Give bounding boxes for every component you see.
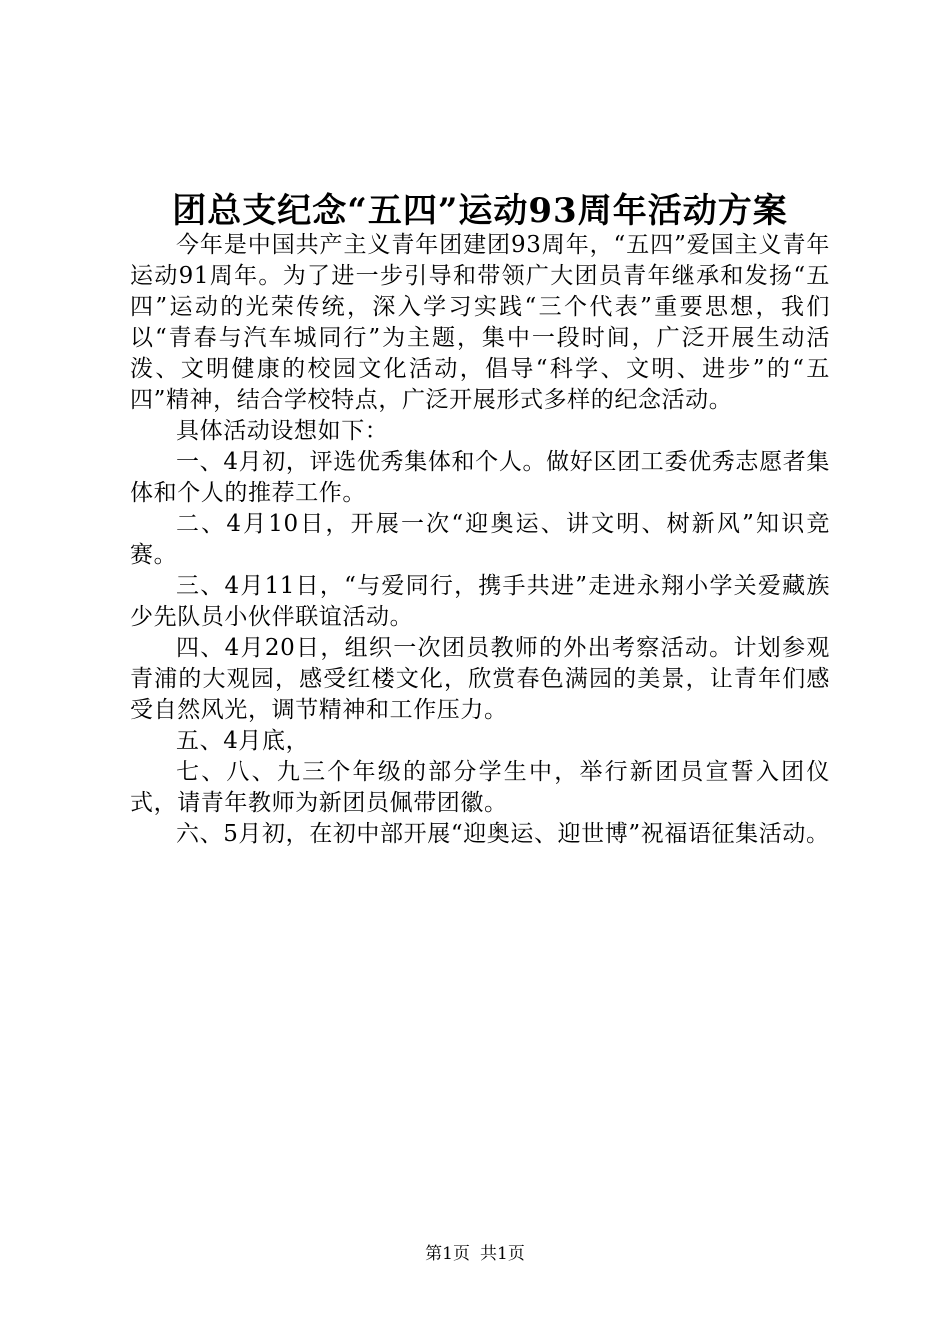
activity-item-1: 一、4月初，评选优秀集体和个人。做好区团工委优秀志愿者集体和个人的推荐工作。 [130,449,830,506]
activity-item-6: 六、5月初，在初中部开展“迎奥运、迎世博”祝福语征集活动。 [176,821,830,847]
activity-item-4: 四、4月20日，组织一次团员教师的外出考察活动。计划参观青浦的大观园，感受红楼文化，欣赏春色满园的美景，让青年们感受自然风光，调节精神和工作压力。 [130,635,830,723]
page-footer [0,1242,950,1266]
activities-heading-paragraph: 具体活动设想如下： [176,418,389,444]
page-number-total: 共1页 [480,1244,525,1264]
intro-paragraph: 今年是中国共产主义青年团建团93周年，“五四”爱国主义青年运动91周年。为了进一步引导和带领广大团员青年继承和发扬“五四”运动的光荣传统，深入学习实践“三个代表”重要思想，我们以“青春与汽车城同行”为主题，集中一段时间，广泛开展生动活泼、文明健康的校园文化活动，倡导“科学、文明、进步”的“五四”精神，结合学校特点，广泛开展形式多样的纪念活动。 [130,232,830,413]
activity-item-5-continued: 七、八、九三个年级的部分学生中，举行新团员宣誓入团仪式，请青年教师为新团员佩带团徽。 [130,759,830,816]
document-body [130,230,830,850]
activity-item-5: 五、4月底， [176,728,310,754]
activity-item-2: 二、4月10日，开展一次“迎奥运、讲文明、树新风”知识竞赛。 [130,511,830,568]
document-title: 团总支纪念“五四”运动93周年活动方案 [172,191,788,231]
activity-item-3: 三、4月11日，“与爱同行，携手共进”走进永翔小学关爱藏族少先队员小伙伴联谊活动。 [130,573,830,630]
page-number-current: 第1页 [425,1244,470,1264]
